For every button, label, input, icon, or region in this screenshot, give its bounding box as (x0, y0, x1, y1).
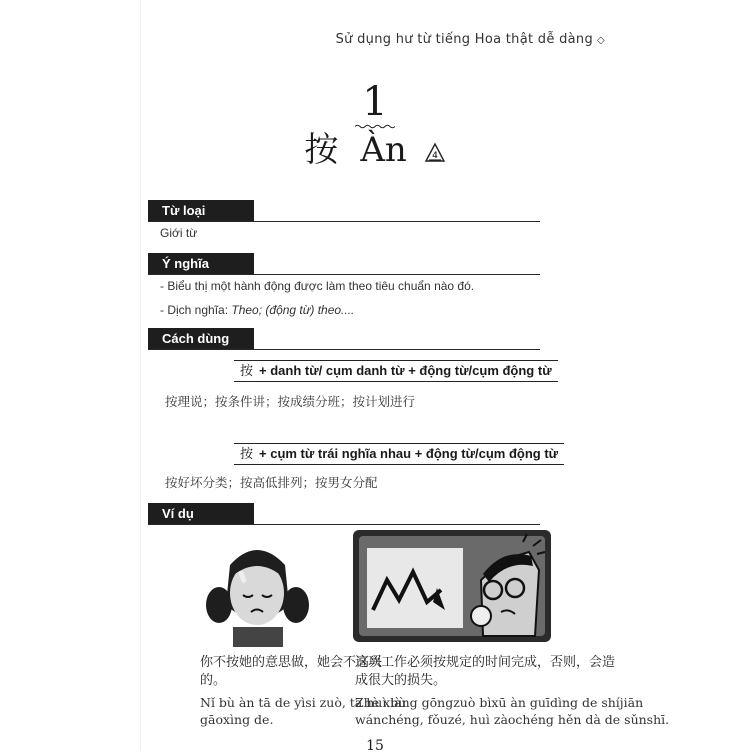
entry-title (0, 130, 750, 170)
usage-examples-1: 按理说；按条件讲；按成绩分班；按计划进行 (165, 394, 416, 409)
running-header (336, 32, 605, 47)
page-number: 15 (366, 738, 384, 754)
running-title: Sử dụng hư từ tiếng Hoa thật dễ dàng (335, 32, 593, 47)
meaning-line-1: - Biểu thị một hành động được làm theo tiêu chuẩn nào đó. (160, 279, 475, 293)
example-right-pinyin-line-1: Zhè xiàng gōngzuò bìxū àn guīdìng de shíjiān (355, 695, 644, 710)
example-left-chinese-line-2: 的。 (200, 673, 227, 688)
tone-marker-icon (424, 141, 446, 163)
section-word-type-label: Từ loại (148, 200, 254, 222)
section-rule (148, 274, 540, 275)
wavy-rule (355, 124, 395, 129)
word-type-content: Giới từ (160, 226, 198, 240)
meaning-translation: Theo; (động từ) theo.... (231, 303, 355, 317)
meaning-line-2 (160, 303, 354, 317)
usage-pattern-1 (234, 360, 558, 382)
ornament-icon: ◇ (597, 35, 605, 46)
title-pinyin: Àn (360, 130, 407, 170)
example-right-pinyin-line-2: wánchéng, fǒuzé, huì zàochéng hěn dà de sǔnshī. (355, 712, 670, 727)
title-hanzi: 按 (304, 130, 339, 170)
example-left-pinyin-line-2: gāoxìng de. (200, 712, 274, 727)
sad-girl-illustration (205, 535, 310, 647)
example-right-chinese (355, 654, 615, 690)
section-rule (148, 524, 540, 525)
usage-examples-2: 按好坏分类；按高低排列；按男女分配 (165, 475, 378, 490)
businessman-chart-illustration (353, 530, 551, 642)
section-rule (148, 349, 540, 350)
tone-marker-digit: 4 (431, 151, 438, 161)
section-rule (148, 221, 540, 222)
meaning-line-2-prefix: - Dịch nghĩa: (160, 303, 232, 317)
chapter-number: 1 (362, 79, 388, 125)
usage-pattern-2 (234, 443, 564, 465)
example-left-pinyin-line-1: Nǐ bù àn tā de yìsi zuò, tā huì bù (200, 695, 407, 710)
pattern-2-hanzi: 按 (240, 447, 254, 462)
section-usage-label: Cách dùng (148, 328, 254, 350)
pattern-1-text: + danh từ/ cụm danh từ + động từ/cụm động từ (259, 363, 552, 378)
example-left-chinese-line-1: 你不按她的意思做，她会不高兴 (200, 655, 383, 670)
example-right-chinese-line-2: 成很大的损失。 (355, 673, 447, 688)
example-right-pinyin (355, 694, 669, 728)
section-examples-label: Ví dụ (148, 503, 254, 525)
example-right-chinese-line-1: 这项工作必须按规定的时间完成，否则，会造 (355, 655, 616, 670)
section-meaning-label: Ý nghĩa (148, 253, 254, 275)
pattern-1-hanzi: 按 (240, 364, 254, 379)
pattern-2-text: + cụm từ trái nghĩa nhau + động từ/cụm động từ (259, 446, 559, 461)
